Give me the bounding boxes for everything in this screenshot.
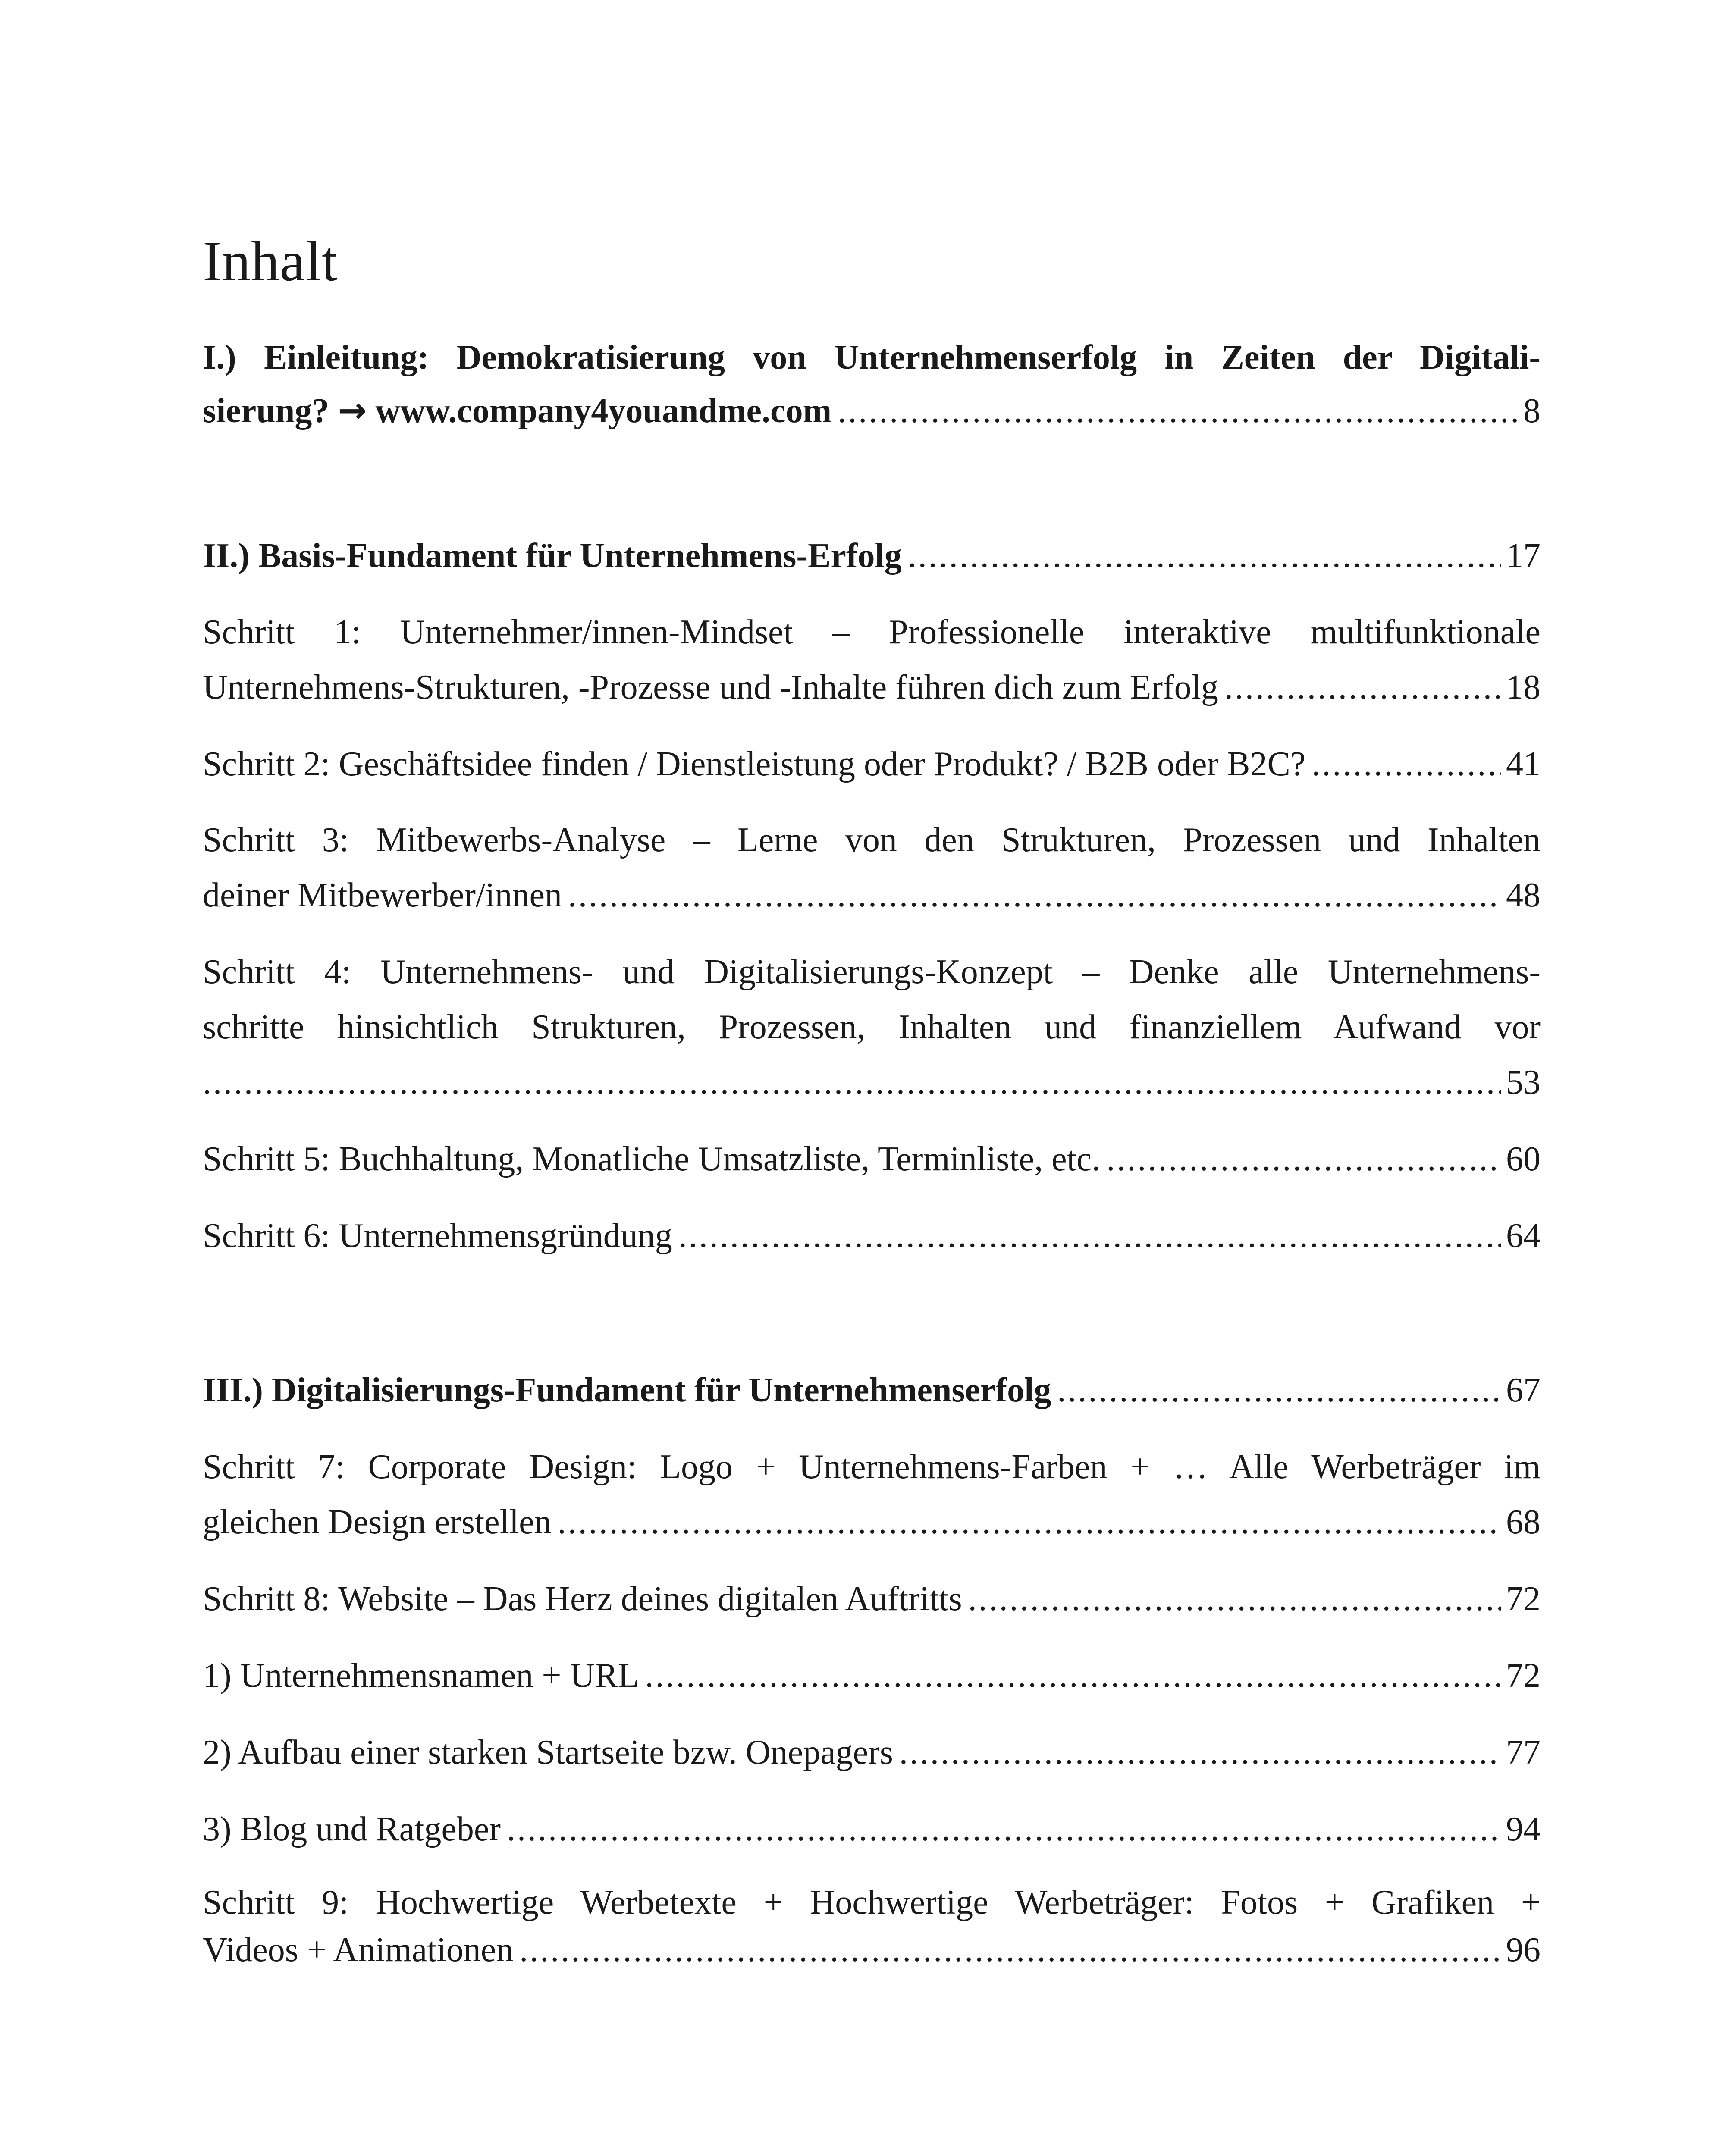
toc-sub-1-text: 1) Unternehmensnamen + URL <box>203 1657 639 1695</box>
toc-step-4-page: 53 <box>1506 1063 1541 1101</box>
toc-step-8[interactable] <box>203 1580 1541 1618</box>
toc-step-7-page: 68 <box>1506 1503 1541 1541</box>
toc-section-1-text <box>203 392 831 430</box>
toc-step-2-page: 41 <box>1506 745 1541 783</box>
page-title: Inhalt <box>203 229 338 293</box>
toc-step-3-line-1[interactable]: Schritt 3: Mitbewerbs-Analyse – Lerne von den Strukturen, Prozessen und Inhalten <box>203 821 1541 859</box>
toc-step-1-line-1[interactable]: Schritt 1: Unternehmer/innen-Mindset – Professionelle interaktive multifunktionale <box>203 613 1541 651</box>
leader-dots <box>831 392 1518 430</box>
toc-step-5[interactable] <box>203 1140 1541 1178</box>
toc-step-6-text: Schritt 6: Unternehmensgründung <box>203 1217 672 1255</box>
toc-step-4-line-3[interactable] <box>203 1063 1541 1101</box>
toc-step-9-line-2[interactable] <box>203 1931 1541 1969</box>
toc-sub-1[interactable] <box>203 1657 1541 1695</box>
toc-step-3-line-2[interactable] <box>203 876 1541 914</box>
leader-dots <box>639 1657 1501 1695</box>
leader-dots <box>1051 1371 1501 1409</box>
arrow-right-icon: → <box>338 392 367 430</box>
toc-step-6-page: 64 <box>1506 1217 1541 1255</box>
toc-section-2[interactable] <box>203 537 1541 575</box>
toc-section-1-sierung: sierung? <box>203 392 329 430</box>
toc-section-1-page: 8 <box>1523 392 1541 430</box>
toc-section-3[interactable] <box>203 1371 1541 1409</box>
leader-dots <box>1218 668 1501 706</box>
toc-step-9-page: 96 <box>1506 1931 1541 1969</box>
toc-sub-3[interactable] <box>203 1810 1541 1848</box>
toc-sub-3-text: 3) Blog und Ratgeber <box>203 1810 501 1848</box>
toc-section-2-text: II.) Basis-Fundament für Unternehmens-Erfolg <box>203 537 902 575</box>
toc-step-8-text: Schritt 8: Website – Das Herz deines digitalen Auftritts <box>203 1580 962 1618</box>
toc-step-7-line-2[interactable] <box>203 1503 1541 1541</box>
toc-sub-2-page: 77 <box>1506 1733 1541 1771</box>
toc-step-6[interactable] <box>203 1217 1541 1255</box>
toc-step-5-text: Schritt 5: Buchhaltung, Monatliche Umsatzliste, Terminliste, etc. <box>203 1140 1101 1178</box>
toc-step-2[interactable] <box>203 745 1541 783</box>
leader-dots <box>562 876 1501 914</box>
toc-step-1-text: Unternehmens-Strukturen, -Prozesse und -Inhalte führen dich zum Erfolg <box>203 668 1218 706</box>
toc-sub-2[interactable] <box>203 1733 1541 1771</box>
toc-section-2-page: 17 <box>1506 537 1541 575</box>
toc-section-3-text: III.) Digitalisierungs-Fundament für Unternehmenserfolg <box>203 1371 1051 1409</box>
leader-dots <box>902 537 1501 575</box>
toc-step-4-line-2[interactable]: schritte hinsichtlich Strukturen, Prozessen, Inhalten und finanziellem Aufwand vor <box>203 1008 1541 1046</box>
toc-step-2-text: Schritt 2: Geschäftsidee finden / Dienstleistung oder Produkt? / B2B oder B2C? <box>203 745 1306 783</box>
leader-dots <box>962 1580 1501 1618</box>
leader-dots <box>1305 745 1501 783</box>
toc-section-3-page: 67 <box>1506 1371 1541 1409</box>
leader-dots <box>203 1063 1501 1101</box>
toc-sub-1-page: 72 <box>1506 1657 1541 1695</box>
toc-step-4-line-1[interactable]: Schritt 4: Unternehmens- und Digitalisierungs-Konzept – Denke alle Unternehmens- <box>203 953 1541 991</box>
toc-sub-2-text: 2) Aufbau einer starken Startseite bzw. Onepagers <box>203 1733 893 1771</box>
leader-dots <box>1100 1140 1501 1178</box>
leader-dots <box>513 1931 1501 1969</box>
toc-sub-3-page: 94 <box>1506 1810 1541 1848</box>
toc-step-1-page: 18 <box>1506 668 1541 706</box>
toc-section-1-url[interactable]: www.company4youandme.com <box>375 392 832 430</box>
toc-step-9-text: Videos + Animationen <box>203 1931 514 1969</box>
leader-dots <box>672 1217 1501 1255</box>
toc-step-1-line-2[interactable] <box>203 668 1541 706</box>
toc-step-5-page: 60 <box>1506 1140 1541 1178</box>
leader-dots <box>501 1810 1501 1848</box>
toc-step-7-line-1[interactable]: Schritt 7: Corporate Design: Logo + Unternehmens-Farben + … Alle Werbeträger im <box>203 1448 1541 1486</box>
toc-step-7-text: gleichen Design erstellen <box>203 1503 552 1541</box>
toc-step-3-page: 48 <box>1506 876 1541 914</box>
toc-section-1-line-2[interactable] <box>203 392 1541 430</box>
toc-step-9-line-1[interactable]: Schritt 9: Hochwertige Werbetexte + Hochwertige Werbeträger: Fotos + Grafiken + <box>203 1883 1541 1921</box>
toc-section-1-line-1[interactable]: I.) Einleitung: Demokratisierung von Unternehmenserfolg in Zeiten der Digitali- <box>203 338 1541 376</box>
leader-dots <box>552 1503 1501 1541</box>
leader-dots <box>893 1733 1501 1771</box>
toc-step-8-page: 72 <box>1506 1580 1541 1618</box>
toc-step-3-text: deiner Mitbewerber/innen <box>203 876 562 914</box>
